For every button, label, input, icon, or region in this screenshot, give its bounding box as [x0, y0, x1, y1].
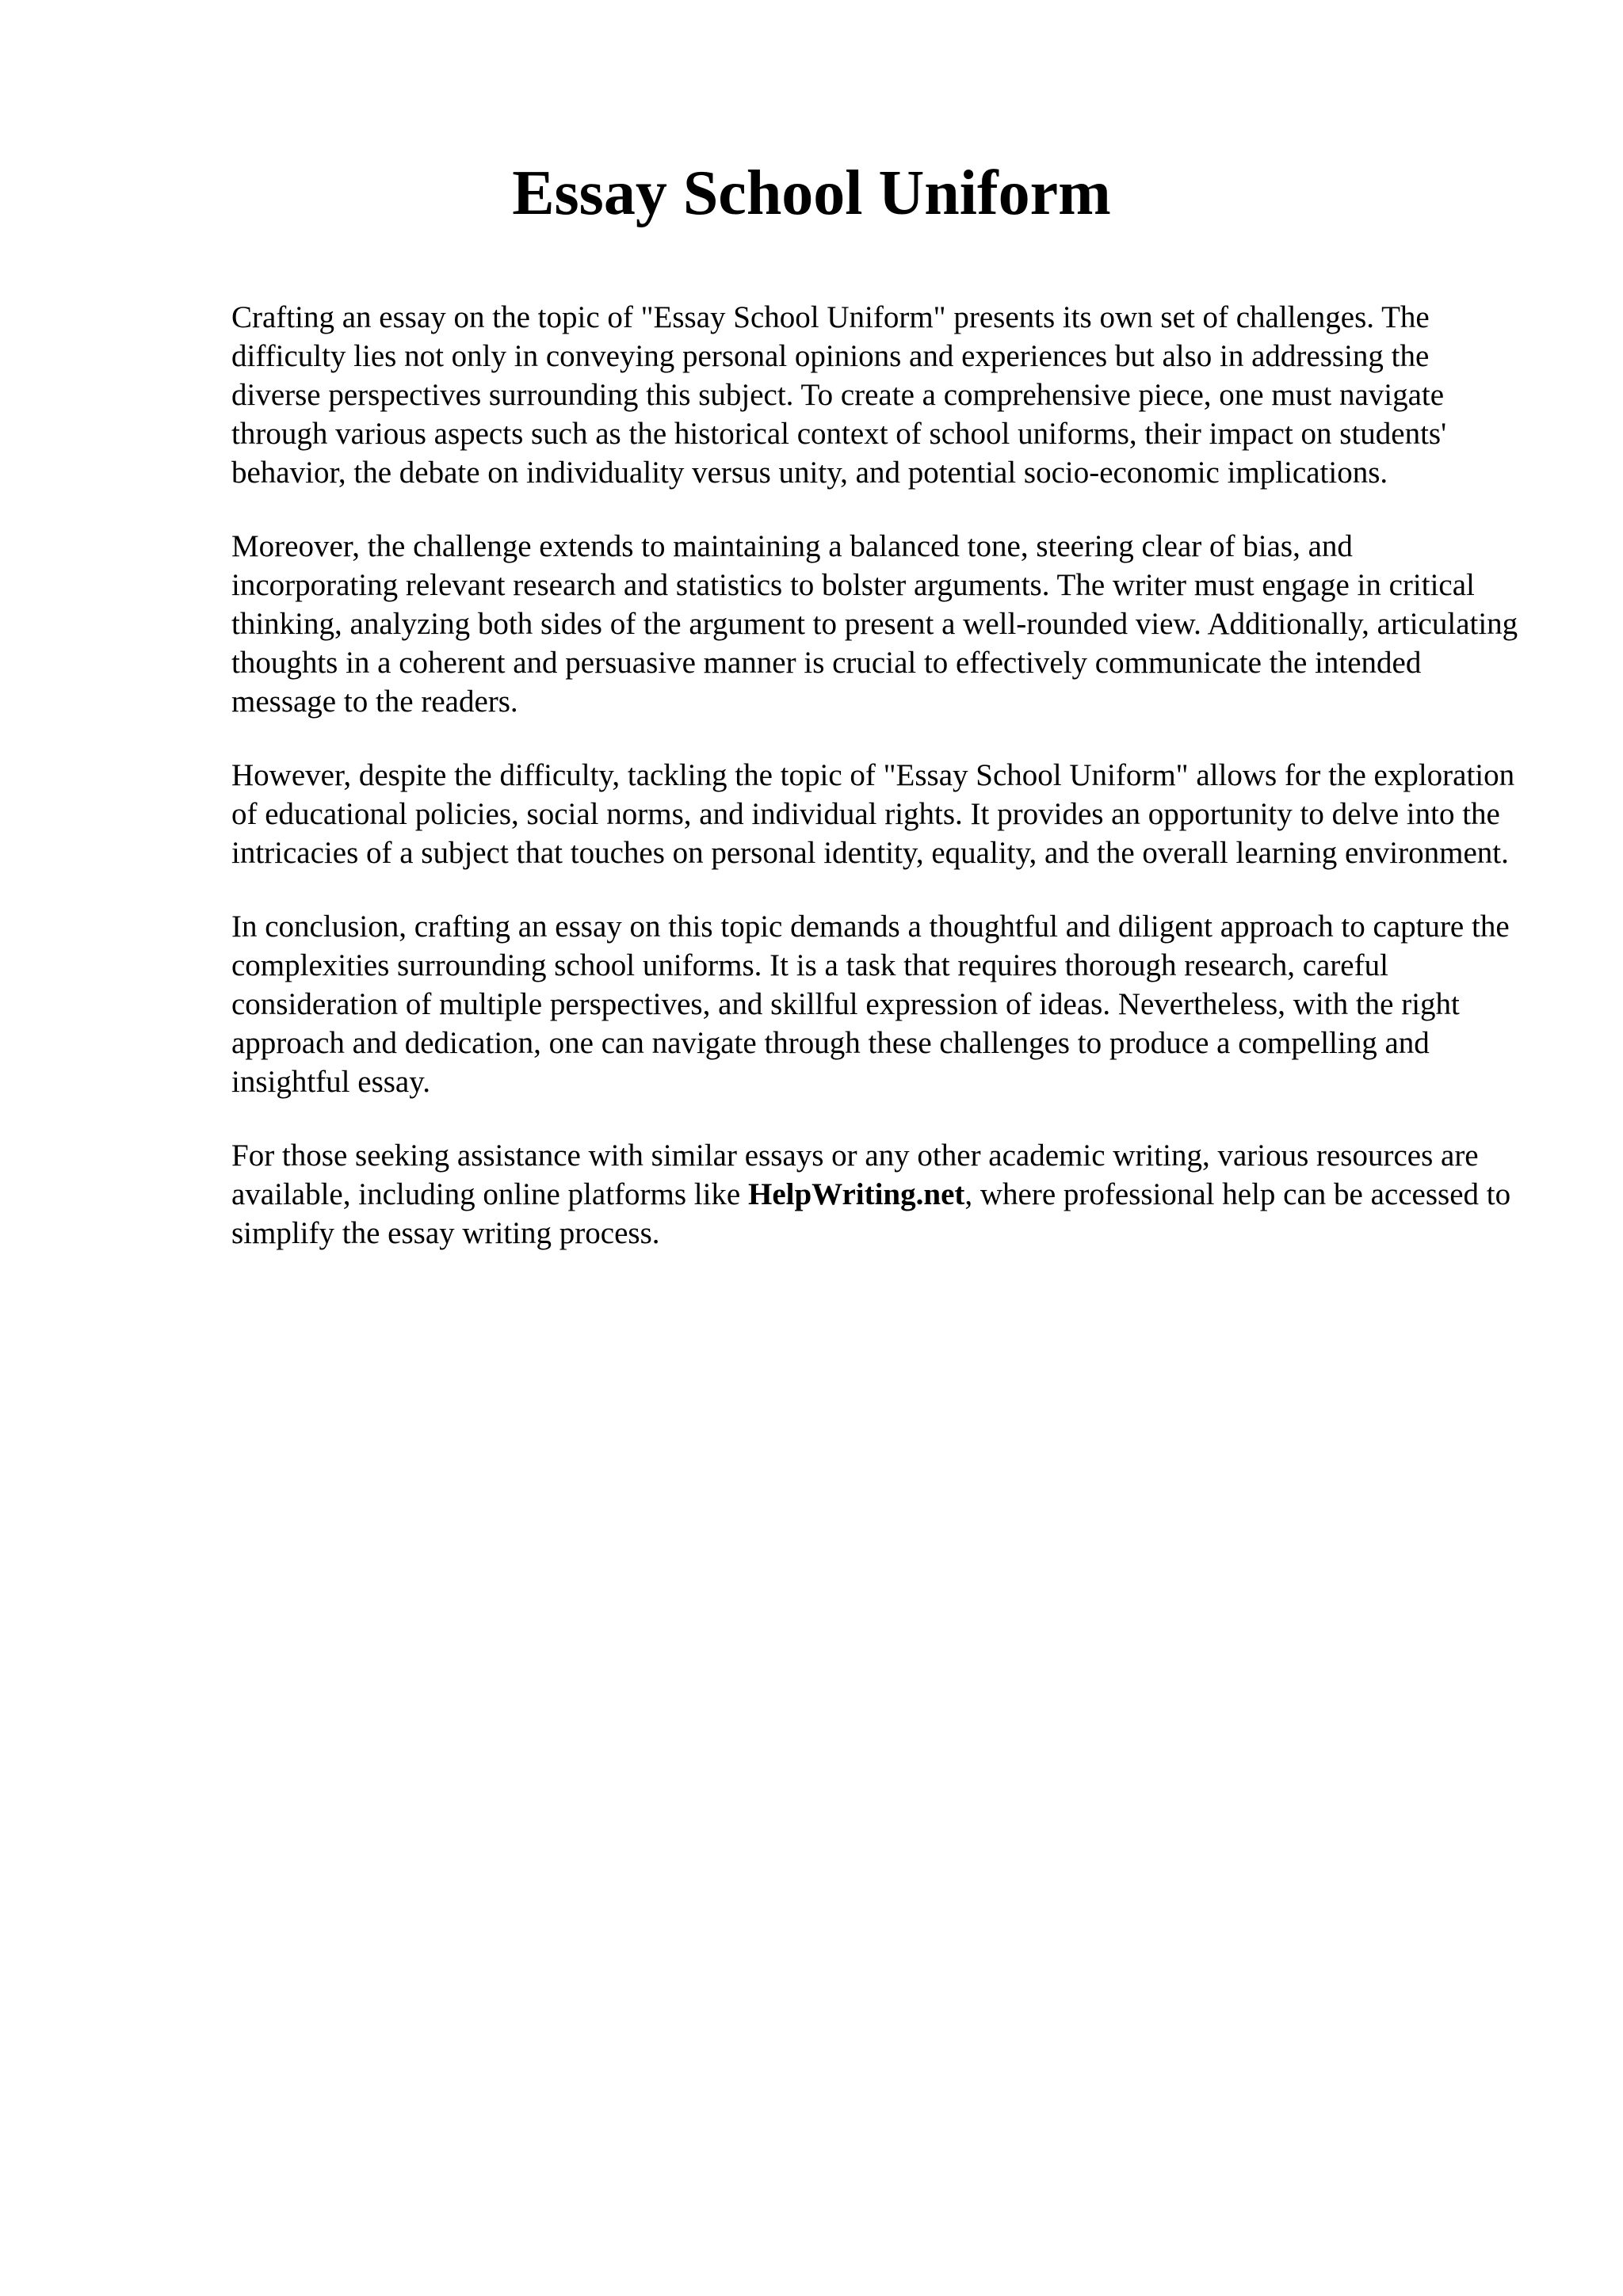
- document-body: [231, 298, 1523, 1287]
- paragraph-5-after: , where professional help can be accessed to simplify the essay writing process.: [231, 1177, 1511, 1250]
- paragraph-5: [231, 1136, 1523, 1253]
- paragraph-2: Moreover, the challenge extends to maintaining a balanced tone, steering clear of bias, and incorporating relevant research and statistics to bolster arguments. The writer must engage in critical thinking, analyzing both sides of the argument to present a well-rounded view. Additionally, articulating thoughts in a coherent and persuasive manner is crucial to effectively communicate the intended message to the readers.: [231, 529, 1518, 719]
- paragraph-4: In conclusion, crafting an essay on this topic demands a thoughtful and diligent approach to capture the complexities surrounding school uniforms. It is a task that requires thorough research, careful consideration of multiple perspectives, and skillful expression of ideas. Nevertheless, with the right approach and dedication, one can navigate through these challenges to produce a compelling and insightful essay.: [231, 910, 1510, 1099]
- paragraph-3: However, despite the difficulty, tackling the topic of "Essay School Uniform" allows for the exploration of educational policies, social norms, and individual rights. It provides an opportunity to delve into the intricacies of a subject that touches on personal identity, equality, and the overall learning environment.: [231, 758, 1515, 870]
- document-title: Essay School Uniform: [512, 158, 1111, 228]
- brand-link-text: HelpWriting.net: [748, 1177, 965, 1211]
- paragraph-1: Crafting an essay on the topic of "Essay School Uniform" presents its own set of challenges. The difficulty lies not only in conveying personal opinions and experiences but also in addressing the diverse perspectives surrounding this subject. To create a comprehensive piece, one must navigate through various aspects such as the historical context of school uniforms, their impact on students' behavior, the debate on individuality versus unity, and potential socio-economic implications.: [231, 300, 1447, 490]
- paragraph-5-before: For those seeking assistance with similar essays or any other academic writing, various resources are available, including online platforms like: [231, 1138, 1479, 1211]
